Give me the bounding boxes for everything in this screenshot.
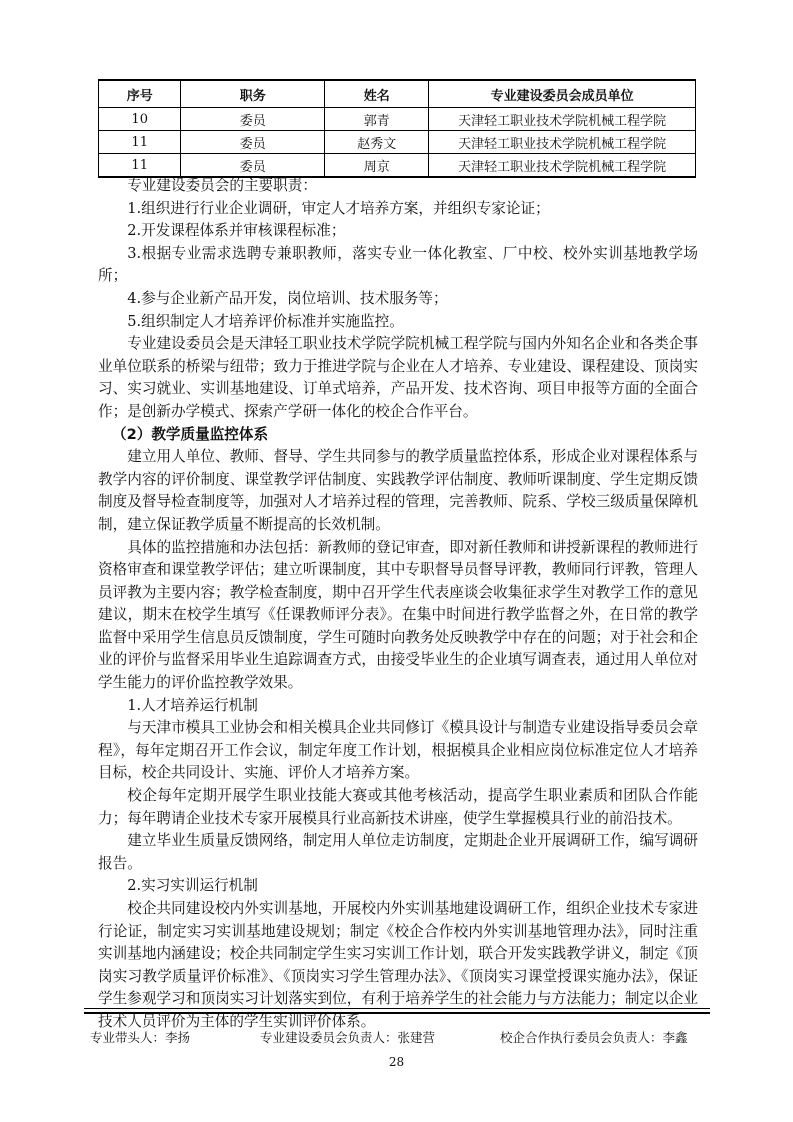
paragraph: 专业建设委员会是天津轻工职业技术学院学院机械工程学院与国内外知名企业和各类企事业单位联系的桥梁与纽带；致力于推进学院与企业在人才培养、专业建设、课程建设、顶岗实习、实习就业、实训基地建设、订单式培养，产品开发、技术咨询、项目申报等方面的全面合作；是创新办学模式、探索产学研一体化的校企合作平台。 [98,335,698,420]
footer-rule-thick [84,1012,710,1014]
paragraph: 具体的监控措施和办法包括：新教师的登记审查，即对新任教师和讲授新课程的教师进行资格审查和课堂教学评估；建立听课制度，其中专职督导员督导评教，教师同行评教，管理人员评教为主要内容；教学检查制度，期中召开学生代表座谈会收集征求学生对教学工作的意见建议，期末在校学生填写《任课教师评分表》。在集中时间进行教学监督之外，在日常的教学监督中采用学生信息员反馈制度，学生可随时向教务处反映教学中存在的问题；对于社会和企业的评价与监督采用毕业生追踪调查方式，由接受毕业生的企业填写调查表，通过用人单位对学生能力的评价监控教学效果。 [98,538,698,692]
table-cell: 10 [99,108,181,131]
paragraph: 校企共同建设校内外实训基地，开展校内外实训基地建设调研工作，组织企业技术专家进行论证，制定实习实训基地建设规划；制定《校企合作校内外实训基地管理办法》，同时注重实训基地内涵建设；校企共同制定学生实习实训工作计划，联合开发实践教学讲义，制定《顶岗实习教学质量评价标准》、《顶岗实习学生管理办法》、《顶岗实习课堂授课实施办法》，保证学生参观学习和顶岗实习计划落实到位，有利于培养学生的社会能力与方法能力；制定以企业技术人员评价为主体的学生实训评价体系。 [98,900,698,1030]
footer-rule-thin [84,1008,710,1009]
footer-committee-head: 专业建设委员会负责人：张建营 [260,1030,436,1045]
paragraph: 校企每年定期开展学生职业技能大赛或其他考核活动，提高学生职业素质和团队合作能力；每年聘请企业技术专家开展模具行业高新技术讲座，使学生掌握模具行业的前沿技术。 [98,787,698,827]
table-cell: 委员 [181,108,325,131]
table-body [99,108,696,178]
header-unit: 专业建设委员会成员单位 [429,80,696,108]
table-cell: 委员 [181,131,325,154]
paragraph: 1.组织进行行业企业调研，审定人才培养方案，并组织专家论证； [127,199,550,217]
table-row [99,131,696,154]
table-cell: 天津轻工职业技术学院机械工程学院 [429,154,696,178]
paragraph: 专业建设委员会的主要职责： [127,177,317,194]
footer-leader: 专业带头人：李扬 [90,1030,191,1045]
table-header-row [99,80,696,108]
section-heading: （2）教学质量监控体系 [112,425,269,443]
paragraph: 5.组织制定人才培养评价标准并实施监控。 [127,312,404,330]
header-name: 姓名 [325,80,429,108]
header-no: 序号 [99,80,181,108]
paragraph: 2.实习实训运行机制 [127,877,258,895]
table-row [99,154,696,178]
paragraph: 2.开发课程体系并审核课程标准； [127,222,346,240]
table-cell: 天津轻工职业技术学院机械工程学院 [429,131,696,154]
paragraph: 建立毕业生质量反馈网络，制定用人单位走访制度，定期赴企业开展调研工作，编写调研报告。 [98,832,698,872]
table-cell: 周京 [325,154,429,178]
committee-members-table [98,79,696,178]
table-row [99,108,696,131]
paragraph: 4.参与企业新产品开发，岗位培训、技术服务等； [127,289,448,307]
paragraph: 1.人才培养运行机制 [127,696,258,714]
table-cell: 郭青 [325,108,429,131]
page-number: 28 [388,1055,405,1069]
paragraph: 3.根据专业需求选聘专兼职教师，落实专业一体化教室、厂中校、校外实训基地教学场所； [98,244,698,285]
paragraph: 与天津市模具工业协会和相关模具企业共同修订《模具设计与制造专业建设指导委员会章程》，每年定期召开工作会议，制定年度工作计划，根据模具企业相应岗位标准定位人才培养目标，校企共同设计、实施、评价人才培养方案。 [98,719,698,782]
table-cell: 11 [99,154,181,178]
header-role: 职务 [181,80,325,108]
paragraph: 建立用人单位、教师、督导、学生共同参与的教学质量监控体系，形成企业对课程体系与教学内容的评价制度、课堂教学评估制度、实践教学评估制度、教师听课制度、学生定期反馈制度及督导检查制度等，加强对人才培养过程的管理，完善教师、院系、学校三级质量保障机制，建立保证教学质量不断提高的长效机制。 [98,448,698,533]
body-text [98,175,698,1034]
table-cell: 天津轻工职业技术学院机械工程学院 [429,108,696,131]
table-cell: 委员 [181,154,325,178]
table-cell: 11 [99,131,181,154]
table-cell: 赵秀文 [325,131,429,154]
footer-coop-head: 校企合作执行委员会负责人：李鑫 [500,1030,688,1045]
